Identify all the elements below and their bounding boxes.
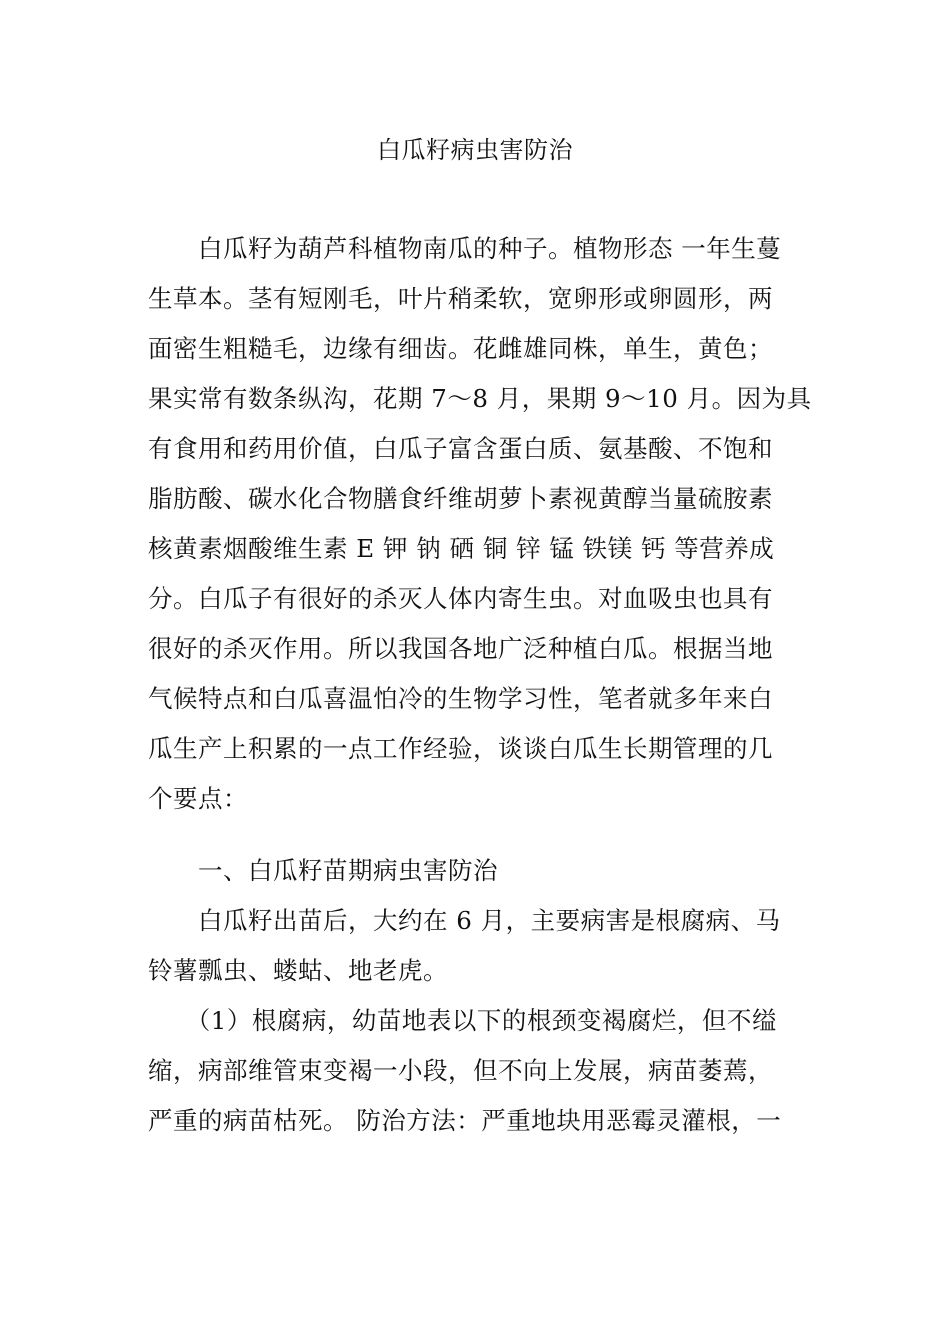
paragraph-line-6: 脂肪酸、碳水化合物膳食纤维胡萝卜素视黄醇当量硫胺素 <box>148 484 773 513</box>
paragraph-line-4: 果实常有数条纵沟，花期 7～8 月，果期 9～10 月。因为具 <box>148 384 812 413</box>
paragraph-line-14: 铃薯瓢虫、蝼蛄、地老虎。 <box>148 956 448 985</box>
paragraph-line-12: 个要点： <box>148 784 248 813</box>
paragraph-line-7: 核黄素烟酸维生素 E 钾 钠 硒 铜 锌 锰 铁镁 钙 等营养成 <box>148 534 775 563</box>
paragraph-line-9: 很好的杀灭作用。所以我国各地广泛种植白瓜。根据当地 <box>148 634 773 663</box>
paragraph-line-5: 有食用和药用价值，白瓜子富含蛋白质、氨基酸、不饱和 <box>148 434 773 463</box>
paragraph-line-10: 气候特点和白瓜喜温怕冷的生物学习性，笔者就多年来白 <box>148 684 773 713</box>
paragraph-line-11: 瓜生产上积累的一点工作经验，谈谈白瓜生长期管理的几 <box>148 734 773 763</box>
paragraph-line-16: 缩，病部维管束变褐一小段，但不向上发展，病苗萎蔫， <box>148 1056 773 1085</box>
paragraph-line-13: 白瓜籽出苗后，大约在 6 月，主要病害是根腐病、马 <box>148 906 781 935</box>
paragraph-line-1: 白瓜籽为葫芦科植物南瓜的种子。植物形态 一年生蔓 <box>148 234 782 263</box>
paragraph-line-8: 分。白瓜子有很好的杀灭人体内寄生虫。对血吸虫也具有 <box>148 584 773 613</box>
section-heading: 一、白瓜籽苗期病虫害防治 <box>148 856 498 885</box>
paragraph-line-2: 生草本。茎有短刚毛，叶片稍柔软，宽卵形或卵圆形，两 <box>148 284 773 313</box>
document-title: 白瓜籽病虫害防治 <box>377 136 573 164</box>
paragraph-line-3: 面密生粗糙毛，边缘有细齿。花雌雄同株，单生，黄色； <box>148 334 773 363</box>
paragraph-line-17: 严重的病苗枯死。 防治方法：严重地块用恶霉灵灌根，一 <box>148 1106 782 1135</box>
paragraph-line-15: （1）根腐病，幼苗地表以下的根颈变褐腐烂，但不缢 <box>148 1006 777 1035</box>
